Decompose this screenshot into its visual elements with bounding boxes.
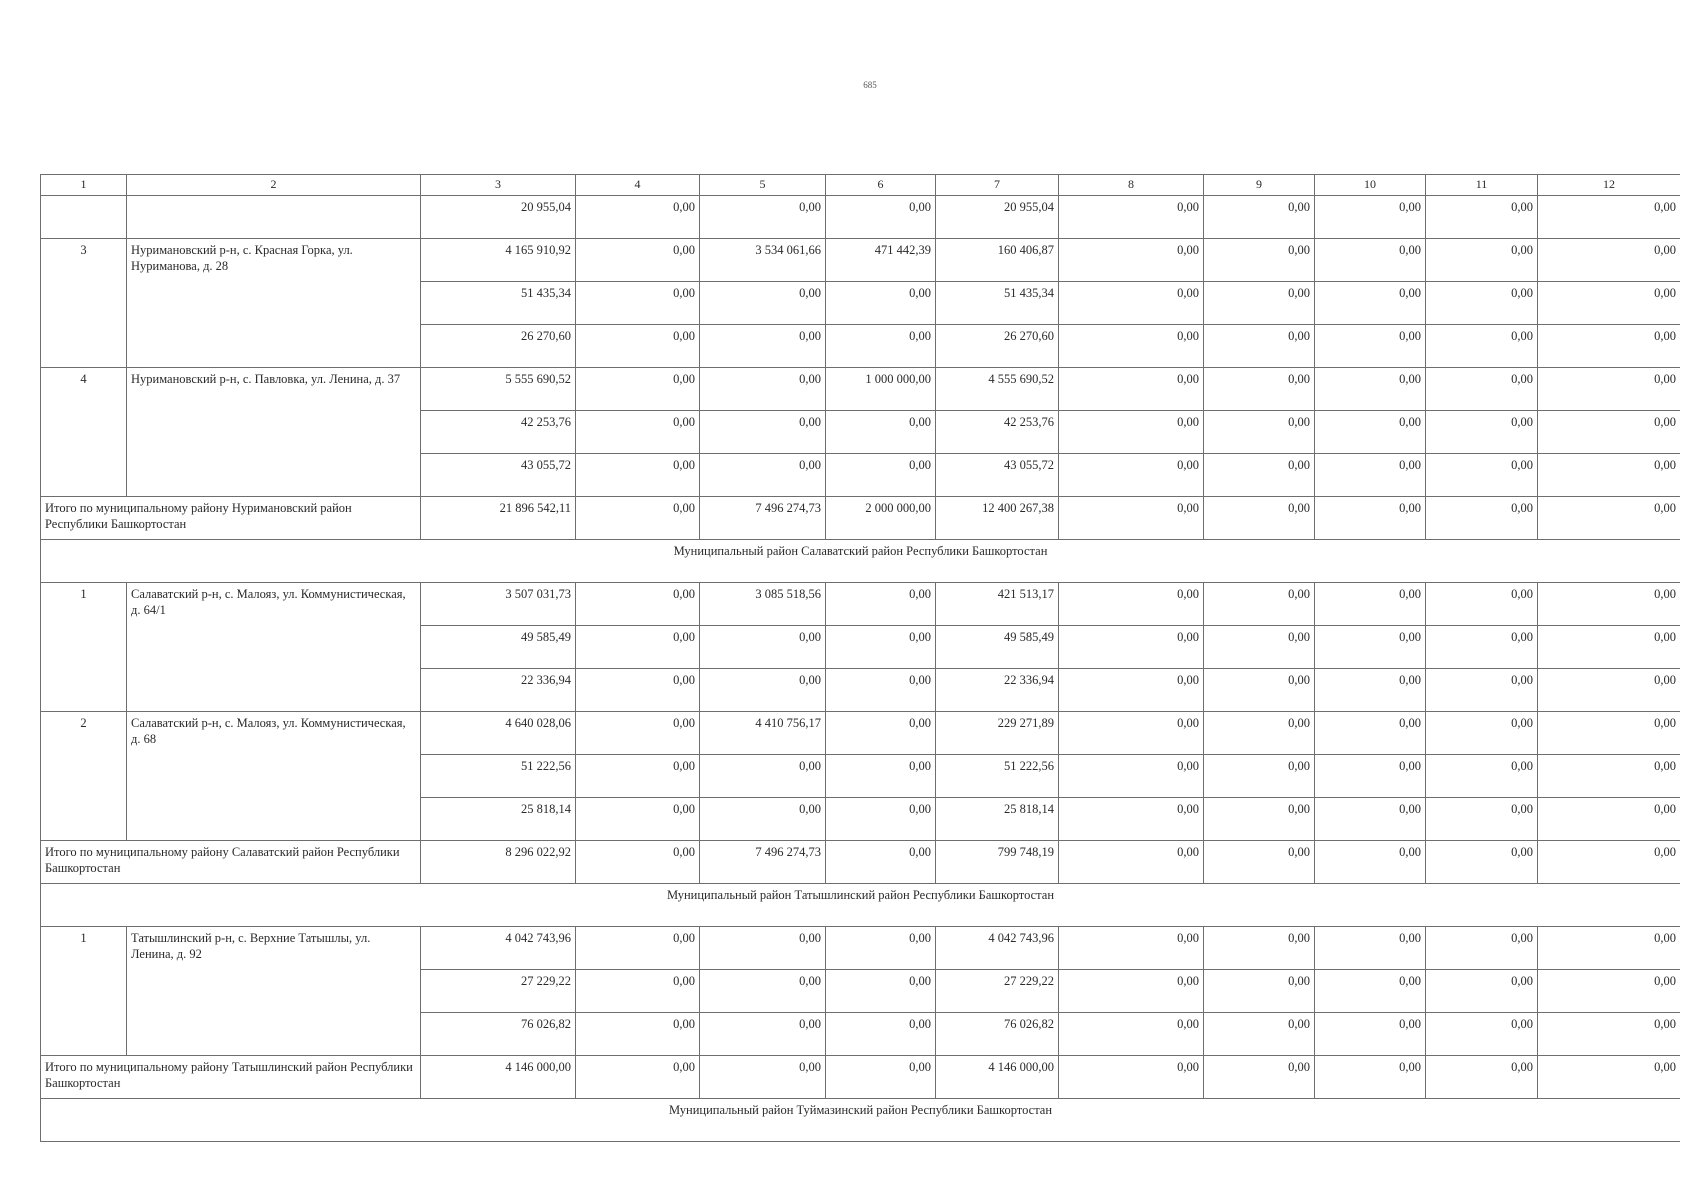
- value-cell-col-11: 0,00: [1426, 669, 1538, 712]
- table-row: [41, 712, 1681, 755]
- value-cell-col-9: 0,00: [1204, 583, 1315, 626]
- value-cell-col-11: 0,00: [1426, 927, 1538, 970]
- value-cell-col-3: 4 165 910,92: [421, 239, 576, 282]
- value-cell-col-5: 0,00: [700, 368, 826, 411]
- district-section-heading: Муниципальный район Салаватский район Республики Башкортостан: [41, 540, 1681, 583]
- value-cell-col-11: 0,00: [1426, 712, 1538, 755]
- value-cell-col-6: 0,00: [826, 755, 936, 798]
- value-cell-col-12: 0,00: [1538, 669, 1681, 712]
- value-cell-col-11: 0,00: [1426, 755, 1538, 798]
- value-cell-col-10: 0,00: [1315, 325, 1426, 368]
- value-cell-col-4: 0,00: [576, 239, 700, 282]
- value-cell-col-11: 0,00: [1426, 1013, 1538, 1056]
- value-cell-col-12: 0,00: [1538, 325, 1681, 368]
- table-body: [41, 175, 1681, 1142]
- value-cell-col-11: 0,00: [1426, 497, 1538, 540]
- value-cell-col-6: 471 442,39: [826, 239, 936, 282]
- value-cell-col-12: 0,00: [1538, 1013, 1681, 1056]
- value-cell-col-7: 421 513,17: [936, 583, 1059, 626]
- value-cell-col-8: 0,00: [1059, 626, 1204, 669]
- value-cell-col-7: 20 955,04: [936, 196, 1059, 239]
- value-cell-col-9: 0,00: [1204, 712, 1315, 755]
- value-cell-col-4: 0,00: [576, 196, 700, 239]
- value-cell-col-12: 0,00: [1538, 927, 1681, 970]
- value-cell-col-5: 4 410 756,17: [700, 712, 826, 755]
- value-cell-col-8: 0,00: [1059, 1013, 1204, 1056]
- value-cell-col-9: 0,00: [1204, 970, 1315, 1013]
- value-cell-col-7: 42 253,76: [936, 411, 1059, 454]
- value-cell-col-3: 43 055,72: [421, 454, 576, 497]
- table-row: [41, 196, 1681, 239]
- value-cell-col-3: 8 296 022,92: [421, 841, 576, 884]
- page-number: 685: [863, 80, 877, 90]
- district-section-heading: Муниципальный район Туймазинский район Республики Башкортостан: [41, 1099, 1681, 1142]
- value-cell-col-9: 0,00: [1204, 669, 1315, 712]
- district-section-row: [41, 884, 1681, 927]
- value-cell-col-11: 0,00: [1426, 841, 1538, 884]
- value-cell-col-12: 0,00: [1538, 798, 1681, 841]
- value-cell-col-7: 4 042 743,96: [936, 927, 1059, 970]
- value-cell-col-6: 0,00: [826, 669, 936, 712]
- value-cell-col-8: 0,00: [1059, 583, 1204, 626]
- value-cell-col-10: 0,00: [1315, 669, 1426, 712]
- value-cell-col-12: 0,00: [1538, 239, 1681, 282]
- column-header-6: 6: [826, 175, 936, 196]
- district-section-heading: Муниципальный район Татышлинский район Республики Башкортостан: [41, 884, 1681, 927]
- value-cell-col-9: 0,00: [1204, 841, 1315, 884]
- value-cell-col-10: 0,00: [1315, 411, 1426, 454]
- value-cell-col-10: 0,00: [1315, 626, 1426, 669]
- value-cell-col-6: 0,00: [826, 927, 936, 970]
- value-cell-col-4: 0,00: [576, 755, 700, 798]
- value-cell-col-8: 0,00: [1059, 368, 1204, 411]
- value-cell-col-7: 160 406,87: [936, 239, 1059, 282]
- expenditure-table: [40, 174, 1680, 1142]
- value-cell-col-6: 0,00: [826, 841, 936, 884]
- value-cell-col-9: 0,00: [1204, 1013, 1315, 1056]
- value-cell-col-9: 0,00: [1204, 497, 1315, 540]
- table-row: [41, 368, 1681, 411]
- column-header-3: 3: [421, 175, 576, 196]
- value-cell-col-9: 0,00: [1204, 368, 1315, 411]
- value-cell-col-6: 0,00: [826, 1013, 936, 1056]
- value-cell-col-11: 0,00: [1426, 411, 1538, 454]
- value-cell-col-12: 0,00: [1538, 841, 1681, 884]
- value-cell-col-3: 49 585,49: [421, 626, 576, 669]
- value-cell-col-3: 76 026,82: [421, 1013, 576, 1056]
- value-cell-col-9: 0,00: [1204, 626, 1315, 669]
- value-cell-col-10: 0,00: [1315, 497, 1426, 540]
- value-cell-col-3: 5 555 690,52: [421, 368, 576, 411]
- column-header-12: 12: [1538, 175, 1681, 196]
- row-index: 1: [41, 583, 127, 712]
- value-cell-col-12: 0,00: [1538, 196, 1681, 239]
- row-index: 4: [41, 368, 127, 497]
- value-cell-col-7: 51 222,56: [936, 755, 1059, 798]
- value-cell-col-4: 0,00: [576, 927, 700, 970]
- value-cell-col-4: 0,00: [576, 1013, 700, 1056]
- value-cell-col-5: 0,00: [700, 798, 826, 841]
- value-cell-col-7: 51 435,34: [936, 282, 1059, 325]
- value-cell-col-10: 0,00: [1315, 927, 1426, 970]
- value-cell-col-12: 0,00: [1538, 583, 1681, 626]
- value-cell-col-6: 0,00: [826, 325, 936, 368]
- value-cell-col-4: 0,00: [576, 497, 700, 540]
- value-cell-col-4: 0,00: [576, 841, 700, 884]
- value-cell-col-7: 4 555 690,52: [936, 368, 1059, 411]
- value-cell-col-3: 22 336,94: [421, 669, 576, 712]
- value-cell-col-5: 7 496 274,73: [700, 497, 826, 540]
- column-header-9: 9: [1204, 175, 1315, 196]
- column-header-5: 5: [700, 175, 826, 196]
- value-cell-col-4: 0,00: [576, 1056, 700, 1099]
- value-cell-col-11: 0,00: [1426, 454, 1538, 497]
- column-header-11: 11: [1426, 175, 1538, 196]
- value-cell-col-6: 0,00: [826, 1056, 936, 1099]
- value-cell-col-8: 0,00: [1059, 282, 1204, 325]
- value-cell-col-9: 0,00: [1204, 325, 1315, 368]
- value-cell-col-8: 0,00: [1059, 798, 1204, 841]
- value-cell-col-4: 0,00: [576, 970, 700, 1013]
- value-cell-col-6: 0,00: [826, 626, 936, 669]
- value-cell-col-12: 0,00: [1538, 454, 1681, 497]
- value-cell-col-11: 0,00: [1426, 239, 1538, 282]
- value-cell-col-10: 0,00: [1315, 1056, 1426, 1099]
- value-cell-col-6: 0,00: [826, 712, 936, 755]
- row-index: 2: [41, 712, 127, 841]
- value-cell-col-5: 0,00: [700, 626, 826, 669]
- district-total-label: Итого по муниципальному району Татышлинский район Республики Башкортостан: [41, 1056, 421, 1099]
- value-cell-col-3: 51 222,56: [421, 755, 576, 798]
- address-cell: Татышлинский р-н, с. Верхние Татышлы, ул. Ленина, д. 92: [127, 927, 421, 1056]
- value-cell-col-3: 27 229,22: [421, 970, 576, 1013]
- value-cell-col-5: 0,00: [700, 282, 826, 325]
- value-cell-col-8: 0,00: [1059, 196, 1204, 239]
- value-cell-col-9: 0,00: [1204, 798, 1315, 841]
- value-cell-col-7: 43 055,72: [936, 454, 1059, 497]
- value-cell-col-10: 0,00: [1315, 755, 1426, 798]
- value-cell-col-3: 3 507 031,73: [421, 583, 576, 626]
- value-cell-col-12: 0,00: [1538, 755, 1681, 798]
- column-header-8: 8: [1059, 175, 1204, 196]
- value-cell-col-8: 0,00: [1059, 712, 1204, 755]
- value-cell-col-11: 0,00: [1426, 368, 1538, 411]
- value-cell-col-3: 42 253,76: [421, 411, 576, 454]
- address-cell: Нуримановский р-н, с. Павловка, ул. Ленина, д. 37: [127, 368, 421, 497]
- value-cell-col-7: 25 818,14: [936, 798, 1059, 841]
- value-cell-col-12: 0,00: [1538, 626, 1681, 669]
- value-cell-col-12: 0,00: [1538, 368, 1681, 411]
- value-cell-col-5: 0,00: [700, 927, 826, 970]
- column-header-1: 1: [41, 175, 127, 196]
- value-cell-col-8: 0,00: [1059, 325, 1204, 368]
- value-cell-col-5: 0,00: [700, 669, 826, 712]
- row-index: 3: [41, 239, 127, 368]
- value-cell-col-9: 0,00: [1204, 282, 1315, 325]
- value-cell-col-10: 0,00: [1315, 282, 1426, 325]
- value-cell-col-9: 0,00: [1204, 1056, 1315, 1099]
- value-cell-col-6: 0,00: [826, 583, 936, 626]
- value-cell-col-6: 1 000 000,00: [826, 368, 936, 411]
- column-header-10: 10: [1315, 175, 1426, 196]
- report-sheet: [40, 174, 1680, 1148]
- value-cell-col-7: 799 748,19: [936, 841, 1059, 884]
- value-cell-col-11: 0,00: [1426, 798, 1538, 841]
- value-cell-col-9: 0,00: [1204, 454, 1315, 497]
- value-cell-col-5: 0,00: [700, 1013, 826, 1056]
- value-cell-col-8: 0,00: [1059, 411, 1204, 454]
- value-cell-col-4: 0,00: [576, 411, 700, 454]
- value-cell-col-8: 0,00: [1059, 841, 1204, 884]
- value-cell-col-7: 12 400 267,38: [936, 497, 1059, 540]
- value-cell-col-12: 0,00: [1538, 712, 1681, 755]
- value-cell-col-3: 51 435,34: [421, 282, 576, 325]
- value-cell-col-7: 49 585,49: [936, 626, 1059, 669]
- value-cell-col-3: 21 896 542,11: [421, 497, 576, 540]
- value-cell-col-9: 0,00: [1204, 411, 1315, 454]
- value-cell-col-10: 0,00: [1315, 712, 1426, 755]
- value-cell-col-3: 4 042 743,96: [421, 927, 576, 970]
- value-cell-col-11: 0,00: [1426, 626, 1538, 669]
- value-cell-col-10: 0,00: [1315, 239, 1426, 282]
- value-cell-col-11: 0,00: [1426, 196, 1538, 239]
- value-cell-col-10: 0,00: [1315, 798, 1426, 841]
- value-cell-col-7: 27 229,22: [936, 970, 1059, 1013]
- value-cell-col-12: 0,00: [1538, 1056, 1681, 1099]
- value-cell-col-10: 0,00: [1315, 1013, 1426, 1056]
- value-cell-col-7: 229 271,89: [936, 712, 1059, 755]
- district-total-row: [41, 497, 1681, 540]
- value-cell-col-4: 0,00: [576, 583, 700, 626]
- table-row: [41, 583, 1681, 626]
- value-cell-col-9: 0,00: [1204, 927, 1315, 970]
- value-cell-col-4: 0,00: [576, 325, 700, 368]
- district-total-label: Итого по муниципальному району Салаватский район Республики Башкортостан: [41, 841, 421, 884]
- value-cell-col-6: 2 000 000,00: [826, 497, 936, 540]
- table-row: [41, 239, 1681, 282]
- value-cell-col-4: 0,00: [576, 368, 700, 411]
- value-cell-col-5: 0,00: [700, 1056, 826, 1099]
- value-cell-col-5: 0,00: [700, 970, 826, 1013]
- value-cell-col-8: 0,00: [1059, 1056, 1204, 1099]
- value-cell-col-5: 0,00: [700, 325, 826, 368]
- value-cell-col-5: 3 534 061,66: [700, 239, 826, 282]
- value-cell-col-5: 0,00: [700, 755, 826, 798]
- value-cell-col-5: 0,00: [700, 411, 826, 454]
- district-section-row: [41, 1099, 1681, 1142]
- value-cell-col-9: 0,00: [1204, 196, 1315, 239]
- value-cell-col-6: 0,00: [826, 196, 936, 239]
- row-index: [41, 196, 127, 239]
- value-cell-col-6: 0,00: [826, 798, 936, 841]
- value-cell-col-7: 26 270,60: [936, 325, 1059, 368]
- table-row: [41, 927, 1681, 970]
- value-cell-col-5: 0,00: [700, 196, 826, 239]
- value-cell-col-10: 0,00: [1315, 970, 1426, 1013]
- value-cell-col-11: 0,00: [1426, 325, 1538, 368]
- value-cell-col-12: 0,00: [1538, 970, 1681, 1013]
- value-cell-col-10: 0,00: [1315, 368, 1426, 411]
- value-cell-col-4: 0,00: [576, 282, 700, 325]
- value-cell-col-5: 7 496 274,73: [700, 841, 826, 884]
- value-cell-col-8: 0,00: [1059, 669, 1204, 712]
- value-cell-col-9: 0,00: [1204, 239, 1315, 282]
- value-cell-col-8: 0,00: [1059, 454, 1204, 497]
- value-cell-col-12: 0,00: [1538, 282, 1681, 325]
- value-cell-col-10: 0,00: [1315, 196, 1426, 239]
- value-cell-col-8: 0,00: [1059, 497, 1204, 540]
- value-cell-col-4: 0,00: [576, 712, 700, 755]
- value-cell-col-6: 0,00: [826, 282, 936, 325]
- value-cell-col-3: 26 270,60: [421, 325, 576, 368]
- value-cell-col-7: 4 146 000,00: [936, 1056, 1059, 1099]
- value-cell-col-11: 0,00: [1426, 282, 1538, 325]
- district-total-row: [41, 1056, 1681, 1099]
- value-cell-col-7: 22 336,94: [936, 669, 1059, 712]
- value-cell-col-11: 0,00: [1426, 1056, 1538, 1099]
- value-cell-col-11: 0,00: [1426, 970, 1538, 1013]
- value-cell-col-9: 0,00: [1204, 755, 1315, 798]
- value-cell-col-12: 0,00: [1538, 411, 1681, 454]
- value-cell-col-4: 0,00: [576, 798, 700, 841]
- address-cell: Салаватский р-н, с. Малояз, ул. Коммунистическая, д. 64/1: [127, 583, 421, 712]
- column-header-2: 2: [127, 175, 421, 196]
- row-index: 1: [41, 927, 127, 1056]
- value-cell-col-8: 0,00: [1059, 970, 1204, 1013]
- column-header-4: 4: [576, 175, 700, 196]
- value-cell-col-3: 25 818,14: [421, 798, 576, 841]
- value-cell-col-5: 3 085 518,56: [700, 583, 826, 626]
- district-total-label: Итого по муниципальному району Нуримановский район Республики Башкортостан: [41, 497, 421, 540]
- value-cell-col-7: 76 026,82: [936, 1013, 1059, 1056]
- column-header-7: 7: [936, 175, 1059, 196]
- value-cell-col-6: 0,00: [826, 454, 936, 497]
- value-cell-col-3: 4 146 000,00: [421, 1056, 576, 1099]
- column-number-header: [41, 175, 1681, 196]
- value-cell-col-10: 0,00: [1315, 583, 1426, 626]
- value-cell-col-4: 0,00: [576, 669, 700, 712]
- district-total-row: [41, 841, 1681, 884]
- value-cell-col-10: 0,00: [1315, 841, 1426, 884]
- address-cell: Нуримановский р-н, с. Красная Горка, ул. Нуриманова, д. 28: [127, 239, 421, 368]
- address-cell: [127, 196, 421, 239]
- value-cell-col-4: 0,00: [576, 626, 700, 669]
- district-section-row: [41, 540, 1681, 583]
- value-cell-col-3: 4 640 028,06: [421, 712, 576, 755]
- value-cell-col-11: 0,00: [1426, 583, 1538, 626]
- address-cell: Салаватский р-н, с. Малояз, ул. Коммунистическая, д. 68: [127, 712, 421, 841]
- value-cell-col-8: 0,00: [1059, 927, 1204, 970]
- value-cell-col-5: 0,00: [700, 454, 826, 497]
- value-cell-col-12: 0,00: [1538, 497, 1681, 540]
- value-cell-col-8: 0,00: [1059, 755, 1204, 798]
- value-cell-col-6: 0,00: [826, 970, 936, 1013]
- value-cell-col-8: 0,00: [1059, 239, 1204, 282]
- value-cell-col-4: 0,00: [576, 454, 700, 497]
- value-cell-col-10: 0,00: [1315, 454, 1426, 497]
- value-cell-col-6: 0,00: [826, 411, 936, 454]
- value-cell-col-3: 20 955,04: [421, 196, 576, 239]
